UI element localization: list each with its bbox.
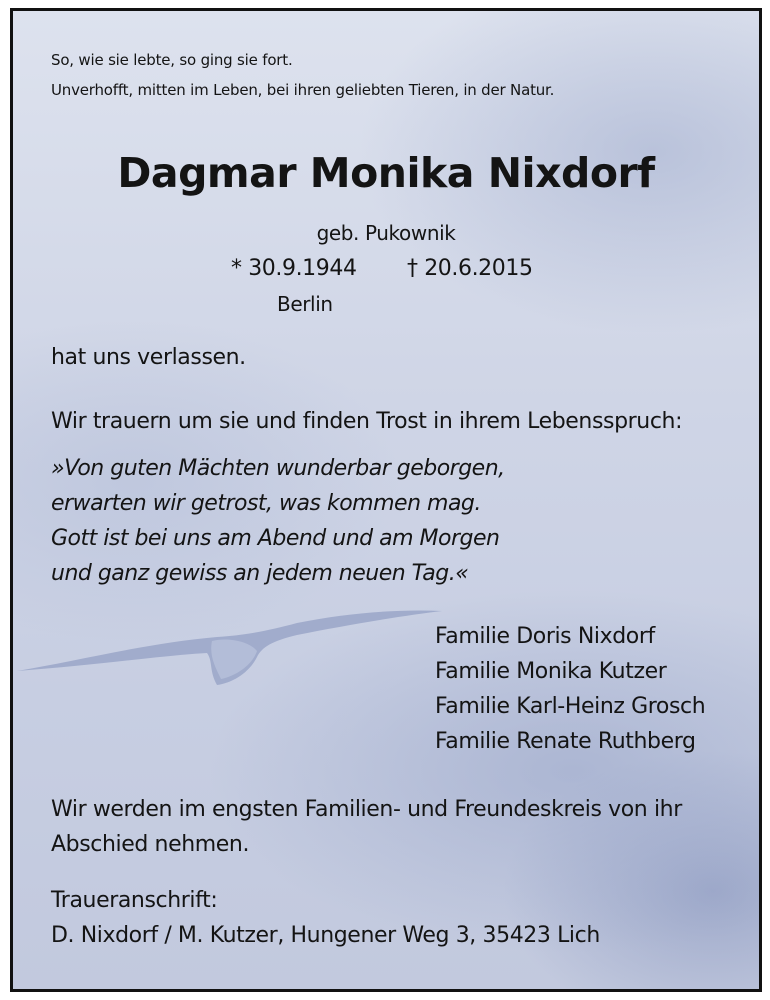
intro-text: Wir trauern um sie und finden Trost in ihrem Lebensspruch:: [51, 409, 683, 434]
quote-line-3: Gott ist bei uns am Abend und am Morgen: [51, 526, 500, 551]
quote-line-2: erwarten wir getrost, was kommen mag.: [51, 491, 481, 516]
quote-line-1: »Von guten Mächten wunderbar geborgen,: [51, 456, 505, 481]
announcement: hat uns verlassen.: [51, 345, 246, 370]
death-date: † 20.6.2015: [407, 256, 533, 281]
address-label: Traueranschrift:: [51, 888, 218, 913]
motto-line-2: Unverhofft, mitten im Leben, bei ihren geliebten Tieren, in der Natur.: [51, 81, 555, 99]
farewell-line-1: Wir werden im engsten Familien- und Freundeskreis von ihr: [51, 797, 682, 822]
family-1: Familie Doris Nixdorf: [435, 624, 655, 649]
birth-name: geb. Pukownik: [316, 221, 456, 245]
family-4: Familie Renate Ruthberg: [435, 729, 696, 754]
birth-date: * 30.9.1944: [231, 256, 357, 281]
deceased-name: Dagmar Monika Nixdorf: [117, 149, 655, 197]
obituary-notice: [10, 8, 762, 992]
motto-line-1: So, wie sie lebte, so ging sie fort.: [51, 51, 293, 69]
family-2: Familie Monika Kutzer: [435, 659, 667, 684]
family-3: Familie Karl-Heinz Grosch: [435, 694, 706, 719]
address-line: D. Nixdorf / M. Kutzer, Hungener Weg 3, 35423 Lich: [51, 923, 600, 948]
seagull-image: [17, 601, 447, 691]
birth-place: Berlin: [277, 292, 333, 316]
quote-line-4: und ganz gewiss an jedem neuen Tag.«: [51, 561, 469, 586]
farewell-line-2: Abschied nehmen.: [51, 832, 250, 857]
